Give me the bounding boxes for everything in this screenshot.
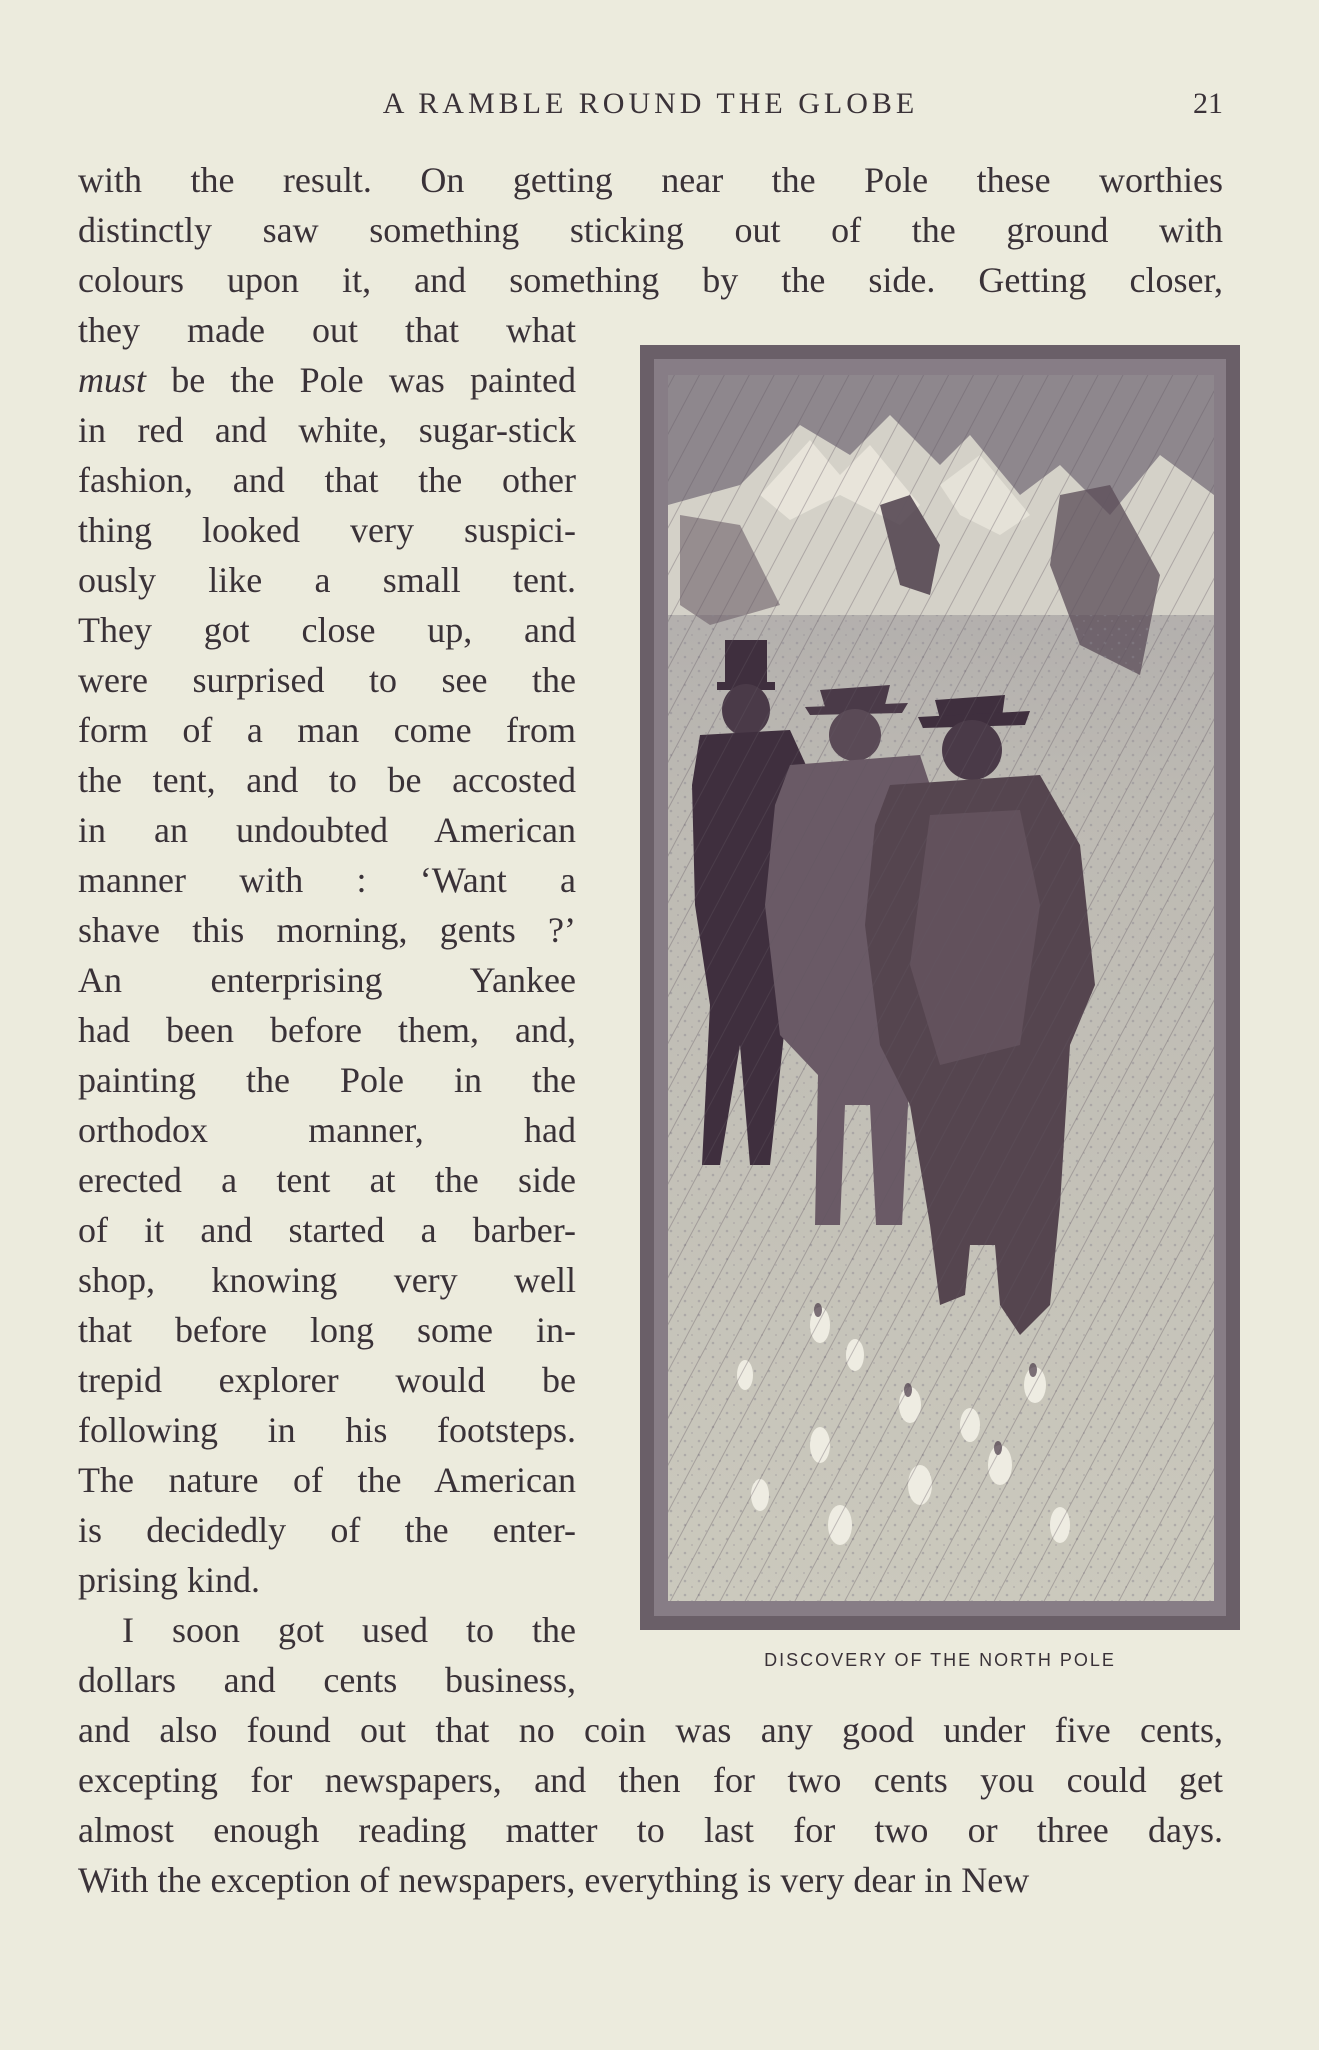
body-line: following in his footsteps.	[78, 1410, 576, 1450]
body-line: the tent, and to be accosted	[78, 760, 576, 800]
figure-caption: DISCOVERY OF THE NORTH POLE	[764, 1650, 1116, 1670]
body-line: orthodox manner, had	[78, 1110, 576, 1150]
page-header	[78, 82, 1223, 126]
paragraph-end-line: prising kind.	[78, 1560, 261, 1600]
body-line: and also found out that no coin was any good under five cents,	[78, 1710, 1223, 1750]
body-line-with-italic	[78, 355, 576, 405]
body-line: ously like a small tent.	[78, 560, 576, 600]
body-line: that before long some in-	[78, 1310, 576, 1350]
body-line: is decidedly of the enter-	[78, 1510, 576, 1550]
body-line: almost enough reading matter to last for two or three days.	[78, 1810, 1223, 1850]
body-line: They got close up, and	[78, 610, 576, 650]
body-line: With the exception of newspapers, everything is very dear in New	[78, 1860, 1030, 1900]
body-line: were surprised to see the	[78, 660, 576, 700]
body-line: colours upon it, and something by the side. Getting closer,	[78, 260, 1223, 300]
body-line: thing looked very suspici-	[78, 510, 576, 550]
paragraph-start-line: I soon got used to the	[122, 1610, 576, 1650]
body-line: fashion, and that the other	[78, 460, 576, 500]
illustration-figure	[640, 345, 1240, 1670]
body-line: they made out that what	[78, 310, 576, 350]
body-line: An enterprising Yankee	[78, 960, 576, 1000]
body-line: with the result. On getting near the Pole these worthies	[78, 160, 1223, 200]
running-title: A RAMBLE ROUND THE GLOBE	[382, 87, 919, 120]
body-line-rest: be the Pole was painted	[146, 360, 576, 400]
body-line: dollars and cents business,	[78, 1660, 576, 1700]
body-line: distinctly saw something sticking out of the ground with	[78, 210, 1223, 250]
body-line: in red and white, sugar-stick	[78, 410, 576, 450]
page-number: 21	[1193, 87, 1223, 120]
body-line: The nature of the American	[78, 1460, 576, 1500]
italic-word: must	[78, 360, 147, 400]
body-line: in an undoubted American	[78, 810, 576, 850]
body-line: painting the Pole in the	[78, 1060, 576, 1100]
body-line: trepid explorer would be	[78, 1360, 576, 1400]
body-line: excepting for newspapers, and then for two cents you could get	[78, 1760, 1223, 1800]
north-pole-illustration	[640, 345, 1240, 1630]
body-line: had been before them, and,	[78, 1010, 576, 1050]
body-line: erected a tent at the side	[78, 1160, 576, 1200]
body-line: shop, knowing very well	[78, 1260, 576, 1300]
body-line: manner with : ‘Want a	[78, 860, 576, 900]
body-line: of it and started a barber-	[78, 1210, 576, 1250]
body-line: shave this morning, gents ?’	[78, 910, 576, 950]
body-line: form of a man come from	[78, 710, 576, 750]
